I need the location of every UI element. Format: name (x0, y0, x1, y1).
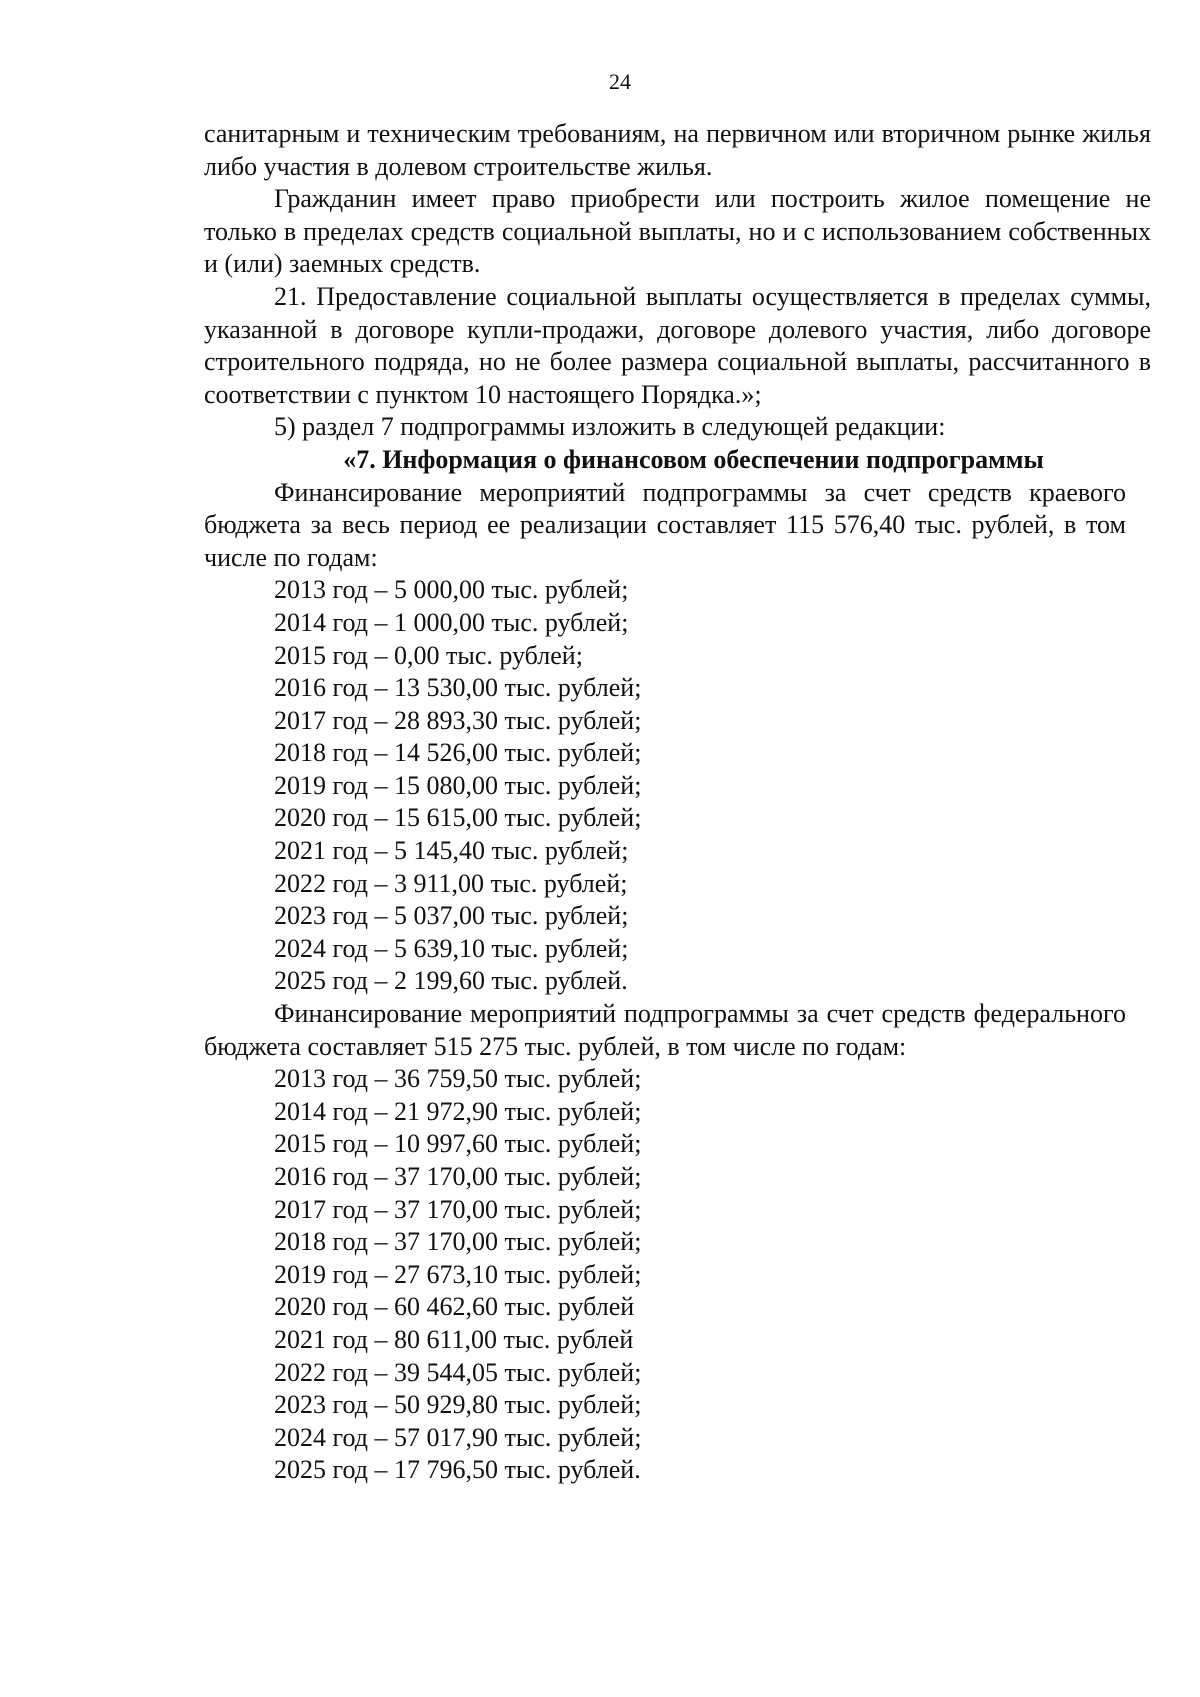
federal-budget-year: 2022 год – 39 544,05 тыс. рублей; (274, 1357, 642, 1387)
federal-budget-year: 2021 год – 80 611,00 тыс. рублей (274, 1324, 634, 1354)
federal-budget-year: 2019 год – 27 673,10 тыс. рублей; (274, 1259, 642, 1289)
regional-budget-year: 2025 год – 2 199,60 тыс. рублей. (274, 966, 628, 996)
document-body (204, 118, 1151, 1487)
paragraph-continuation: санитарным и техническим требованиям, на первичном или вторичном рынке жилья либо участия в долевом строительстве жилья. (204, 119, 1151, 181)
paragraph-regional-funding: Финансирование мероприятий подпрограммы за счет средств краевого бюджета за весь период ее реализации составляет 115 576,40 тыс. рублей, в том числе по годам: (204, 477, 1126, 572)
regional-budget-year: 2024 год – 5 639,10 тыс. рублей; (274, 933, 629, 963)
federal-budget-year: 2025 год – 17 796,50 тыс. рублей. (274, 1455, 641, 1485)
regional-budget-year: 2020 год – 15 615,00 тыс. рублей; (274, 803, 642, 833)
regional-budget-list (204, 574, 1151, 998)
federal-budget-year: 2013 год – 36 759,50 тыс. рублей; (274, 1064, 642, 1094)
regional-budget-year: 2018 год – 14 526,00 тыс. рублей; (274, 738, 642, 768)
page-number: 24 (609, 69, 631, 94)
regional-budget-year: 2022 год – 3 911,00 тыс. рублей; (274, 868, 628, 898)
paragraph-item-21: 21. Предоставление социальной выплаты осуществляется в пределах суммы, указанной в договоре купли-продажи, договоре долевого участия, либо договоре строительного подряда, но не более размера социальной выплаты, рассчитанного в соответствии с пунктом 10 настоящего Порядка.»; (204, 281, 1151, 409)
paragraph-citizen-rights: Гражданин имеет право приобрести или построить жилое помещение не только в пределах средств социальной выплаты, но и с использованием собственных и (или) заемных средств. (204, 184, 1151, 279)
regional-budget-year: 2015 год – 0,00 тыс. рублей; (274, 640, 583, 670)
regional-budget-year: 2021 год – 5 145,40 тыс. рублей; (274, 836, 629, 866)
regional-budget-year: 2023 год – 5 037,00 тыс. рублей; (274, 901, 629, 931)
regional-budget-year: 2019 год – 15 080,00 тыс. рублей; (274, 770, 642, 800)
regional-budget-year: 2017 год – 28 893,30 тыс. рублей; (274, 705, 642, 735)
federal-budget-year: 2018 год – 37 170,00 тыс. рублей; (274, 1227, 642, 1257)
federal-budget-year: 2017 год – 37 170,00 тыс. рублей; (274, 1194, 642, 1224)
federal-budget-year: 2014 год – 21 972,90 тыс. рублей; (274, 1096, 642, 1126)
paragraph-section-7-intro: 5) раздел 7 подпрограммы изложить в следующей редакции: (274, 412, 946, 442)
federal-budget-year: 2015 год – 10 997,60 тыс. рублей; (274, 1129, 642, 1159)
federal-budget-year: 2020 год – 60 462,60 тыс. рублей (274, 1292, 635, 1322)
federal-budget-list (204, 1063, 1151, 1487)
regional-budget-year: 2016 год – 13 530,00 тыс. рублей; (274, 673, 642, 703)
federal-budget-year: 2016 год – 37 170,00 тыс. рублей; (274, 1162, 642, 1191)
regional-budget-year: 2013 год – 5 000,00 тыс. рублей; (274, 575, 629, 605)
section-7-heading: «7. Информация о финансовом обеспечении подпрограммы (343, 444, 1044, 474)
regional-budget-year: 2014 год – 1 000,00 тыс. рублей; (274, 607, 629, 637)
paragraph-federal-funding: Финансирование мероприятий подпрограммы за счет средств федерального бюджета составляет 515 275 тыс. рублей, в том числе по годам: (204, 999, 1126, 1061)
federal-budget-year: 2024 год – 57 017,90 тыс. рублей; (274, 1422, 642, 1452)
federal-budget-year: 2023 год – 50 929,80 тыс. рублей; (274, 1390, 642, 1420)
